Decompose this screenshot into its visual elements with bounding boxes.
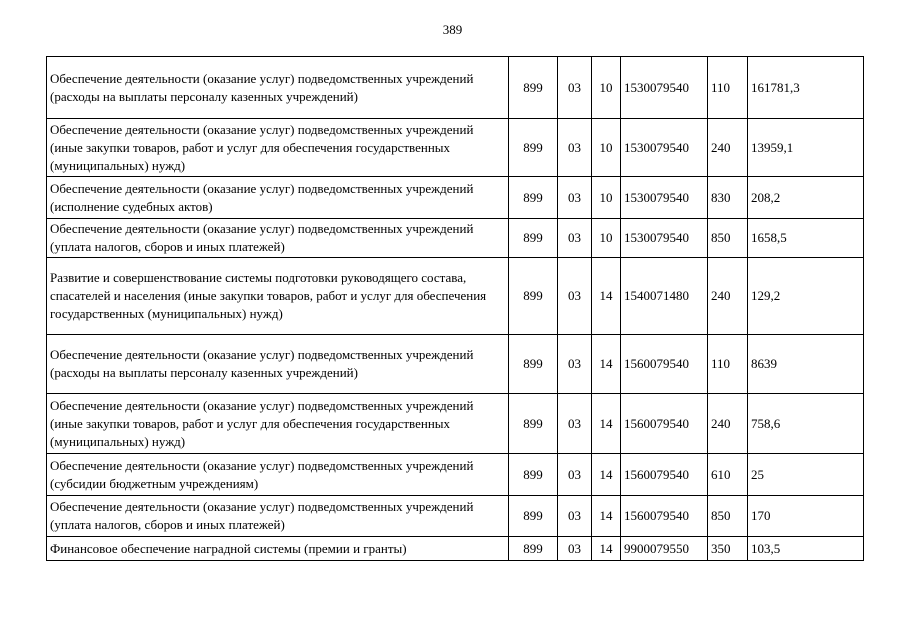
cell-target: 1530079540 bbox=[621, 57, 708, 119]
cell-section: 03 bbox=[558, 177, 592, 219]
cell-ministry: 899 bbox=[509, 335, 558, 394]
cell-name: Финансовое обеспечение наградной системы (премии и гранты) bbox=[47, 537, 509, 561]
cell-amount: 170 bbox=[748, 496, 864, 537]
table-row bbox=[47, 119, 864, 177]
cell-ministry: 899 bbox=[509, 537, 558, 561]
cell-target: 1560079540 bbox=[621, 394, 708, 454]
table-row bbox=[47, 219, 864, 258]
cell-subsection: 10 bbox=[592, 57, 621, 119]
cell-name: Развитие и совершенствование системы подготовки руководящего состава, спасателей и населения (иные закупки товаров, работ и услуг для обеспечения государственных (муниципальных) нужд) bbox=[47, 258, 509, 335]
cell-name: Обеспечение деятельности (оказание услуг) подведомственных учреждений (иные закупки товаров, работ и услуг для обеспечения государственных (муниципальных) нужд) bbox=[47, 119, 509, 177]
table-row bbox=[47, 454, 864, 496]
table-row bbox=[47, 57, 864, 119]
cell-ministry: 899 bbox=[509, 258, 558, 335]
cell-type: 610 bbox=[708, 454, 748, 496]
cell-target: 9900079550 bbox=[621, 537, 708, 561]
cell-type: 110 bbox=[708, 57, 748, 119]
cell-target: 1530079540 bbox=[621, 177, 708, 219]
cell-section: 03 bbox=[558, 335, 592, 394]
cell-amount: 161781,3 bbox=[748, 57, 864, 119]
cell-name: Обеспечение деятельности (оказание услуг) подведомственных учреждений (уплата налогов, сборов и иных платежей) bbox=[47, 496, 509, 537]
cell-ministry: 899 bbox=[509, 119, 558, 177]
cell-target: 1540071480 bbox=[621, 258, 708, 335]
cell-target: 1530079540 bbox=[621, 219, 708, 258]
table-row bbox=[47, 496, 864, 537]
cell-section: 03 bbox=[558, 258, 592, 335]
table-row bbox=[47, 537, 864, 561]
table-row bbox=[47, 335, 864, 394]
cell-ministry: 899 bbox=[509, 219, 558, 258]
cell-amount: 1658,5 bbox=[748, 219, 864, 258]
cell-type: 240 bbox=[708, 119, 748, 177]
cell-section: 03 bbox=[558, 119, 592, 177]
cell-type: 240 bbox=[708, 394, 748, 454]
cell-subsection: 10 bbox=[592, 119, 621, 177]
cell-amount: 8639 bbox=[748, 335, 864, 394]
cell-subsection: 14 bbox=[592, 335, 621, 394]
cell-name: Обеспечение деятельности (оказание услуг) подведомственных учреждений (расходы на выплаты персоналу казенных учреждений) bbox=[47, 57, 509, 119]
cell-amount: 208,2 bbox=[748, 177, 864, 219]
cell-target: 1560079540 bbox=[621, 335, 708, 394]
table-row bbox=[47, 177, 864, 219]
cell-subsection: 14 bbox=[592, 258, 621, 335]
cell-name: Обеспечение деятельности (оказание услуг) подведомственных учреждений (уплата налогов, сборов и иных платежей) bbox=[47, 219, 509, 258]
cell-name: Обеспечение деятельности (оказание услуг) подведомственных учреждений (исполнение судебных актов) bbox=[47, 177, 509, 219]
cell-ministry: 899 bbox=[509, 496, 558, 537]
cell-section: 03 bbox=[558, 394, 592, 454]
cell-ministry: 899 bbox=[509, 57, 558, 119]
cell-amount: 129,2 bbox=[748, 258, 864, 335]
cell-amount: 758,6 bbox=[748, 394, 864, 454]
cell-subsection: 14 bbox=[592, 394, 621, 454]
cell-subsection: 14 bbox=[592, 537, 621, 561]
cell-subsection: 10 bbox=[592, 219, 621, 258]
cell-target: 1560079540 bbox=[621, 454, 708, 496]
page-number: 389 bbox=[442, 22, 463, 37]
cell-target: 1530079540 bbox=[621, 119, 708, 177]
cell-name: Обеспечение деятельности (оказание услуг) подведомственных учреждений (субсидии бюджетным учреждениям) bbox=[47, 454, 509, 496]
cell-section: 03 bbox=[558, 496, 592, 537]
cell-section: 03 bbox=[558, 219, 592, 258]
cell-section: 03 bbox=[558, 537, 592, 561]
cell-ministry: 899 bbox=[509, 394, 558, 454]
cell-amount: 25 bbox=[748, 454, 864, 496]
cell-amount: 13959,1 bbox=[748, 119, 864, 177]
budget-table bbox=[46, 56, 864, 561]
cell-type: 110 bbox=[708, 335, 748, 394]
cell-type: 830 bbox=[708, 177, 748, 219]
cell-type: 850 bbox=[708, 496, 748, 537]
cell-name: Обеспечение деятельности (оказание услуг) подведомственных учреждений (иные закупки товаров, работ и услуг для обеспечения государственных (муниципальных) нужд) bbox=[47, 394, 509, 454]
cell-ministry: 899 bbox=[509, 454, 558, 496]
cell-section: 03 bbox=[558, 454, 592, 496]
table-row bbox=[47, 394, 864, 454]
cell-subsection: 14 bbox=[592, 496, 621, 537]
cell-ministry: 899 bbox=[509, 177, 558, 219]
cell-subsection: 10 bbox=[592, 177, 621, 219]
cell-type: 350 bbox=[708, 537, 748, 561]
cell-subsection: 14 bbox=[592, 454, 621, 496]
cell-amount: 103,5 bbox=[748, 537, 864, 561]
cell-target: 1560079540 bbox=[621, 496, 708, 537]
cell-name: Обеспечение деятельности (оказание услуг) подведомственных учреждений (расходы на выплаты персоналу казенных учреждений) bbox=[47, 335, 509, 394]
cell-section: 03 bbox=[558, 57, 592, 119]
cell-type: 850 bbox=[708, 219, 748, 258]
table-row bbox=[47, 258, 864, 335]
cell-type: 240 bbox=[708, 258, 748, 335]
